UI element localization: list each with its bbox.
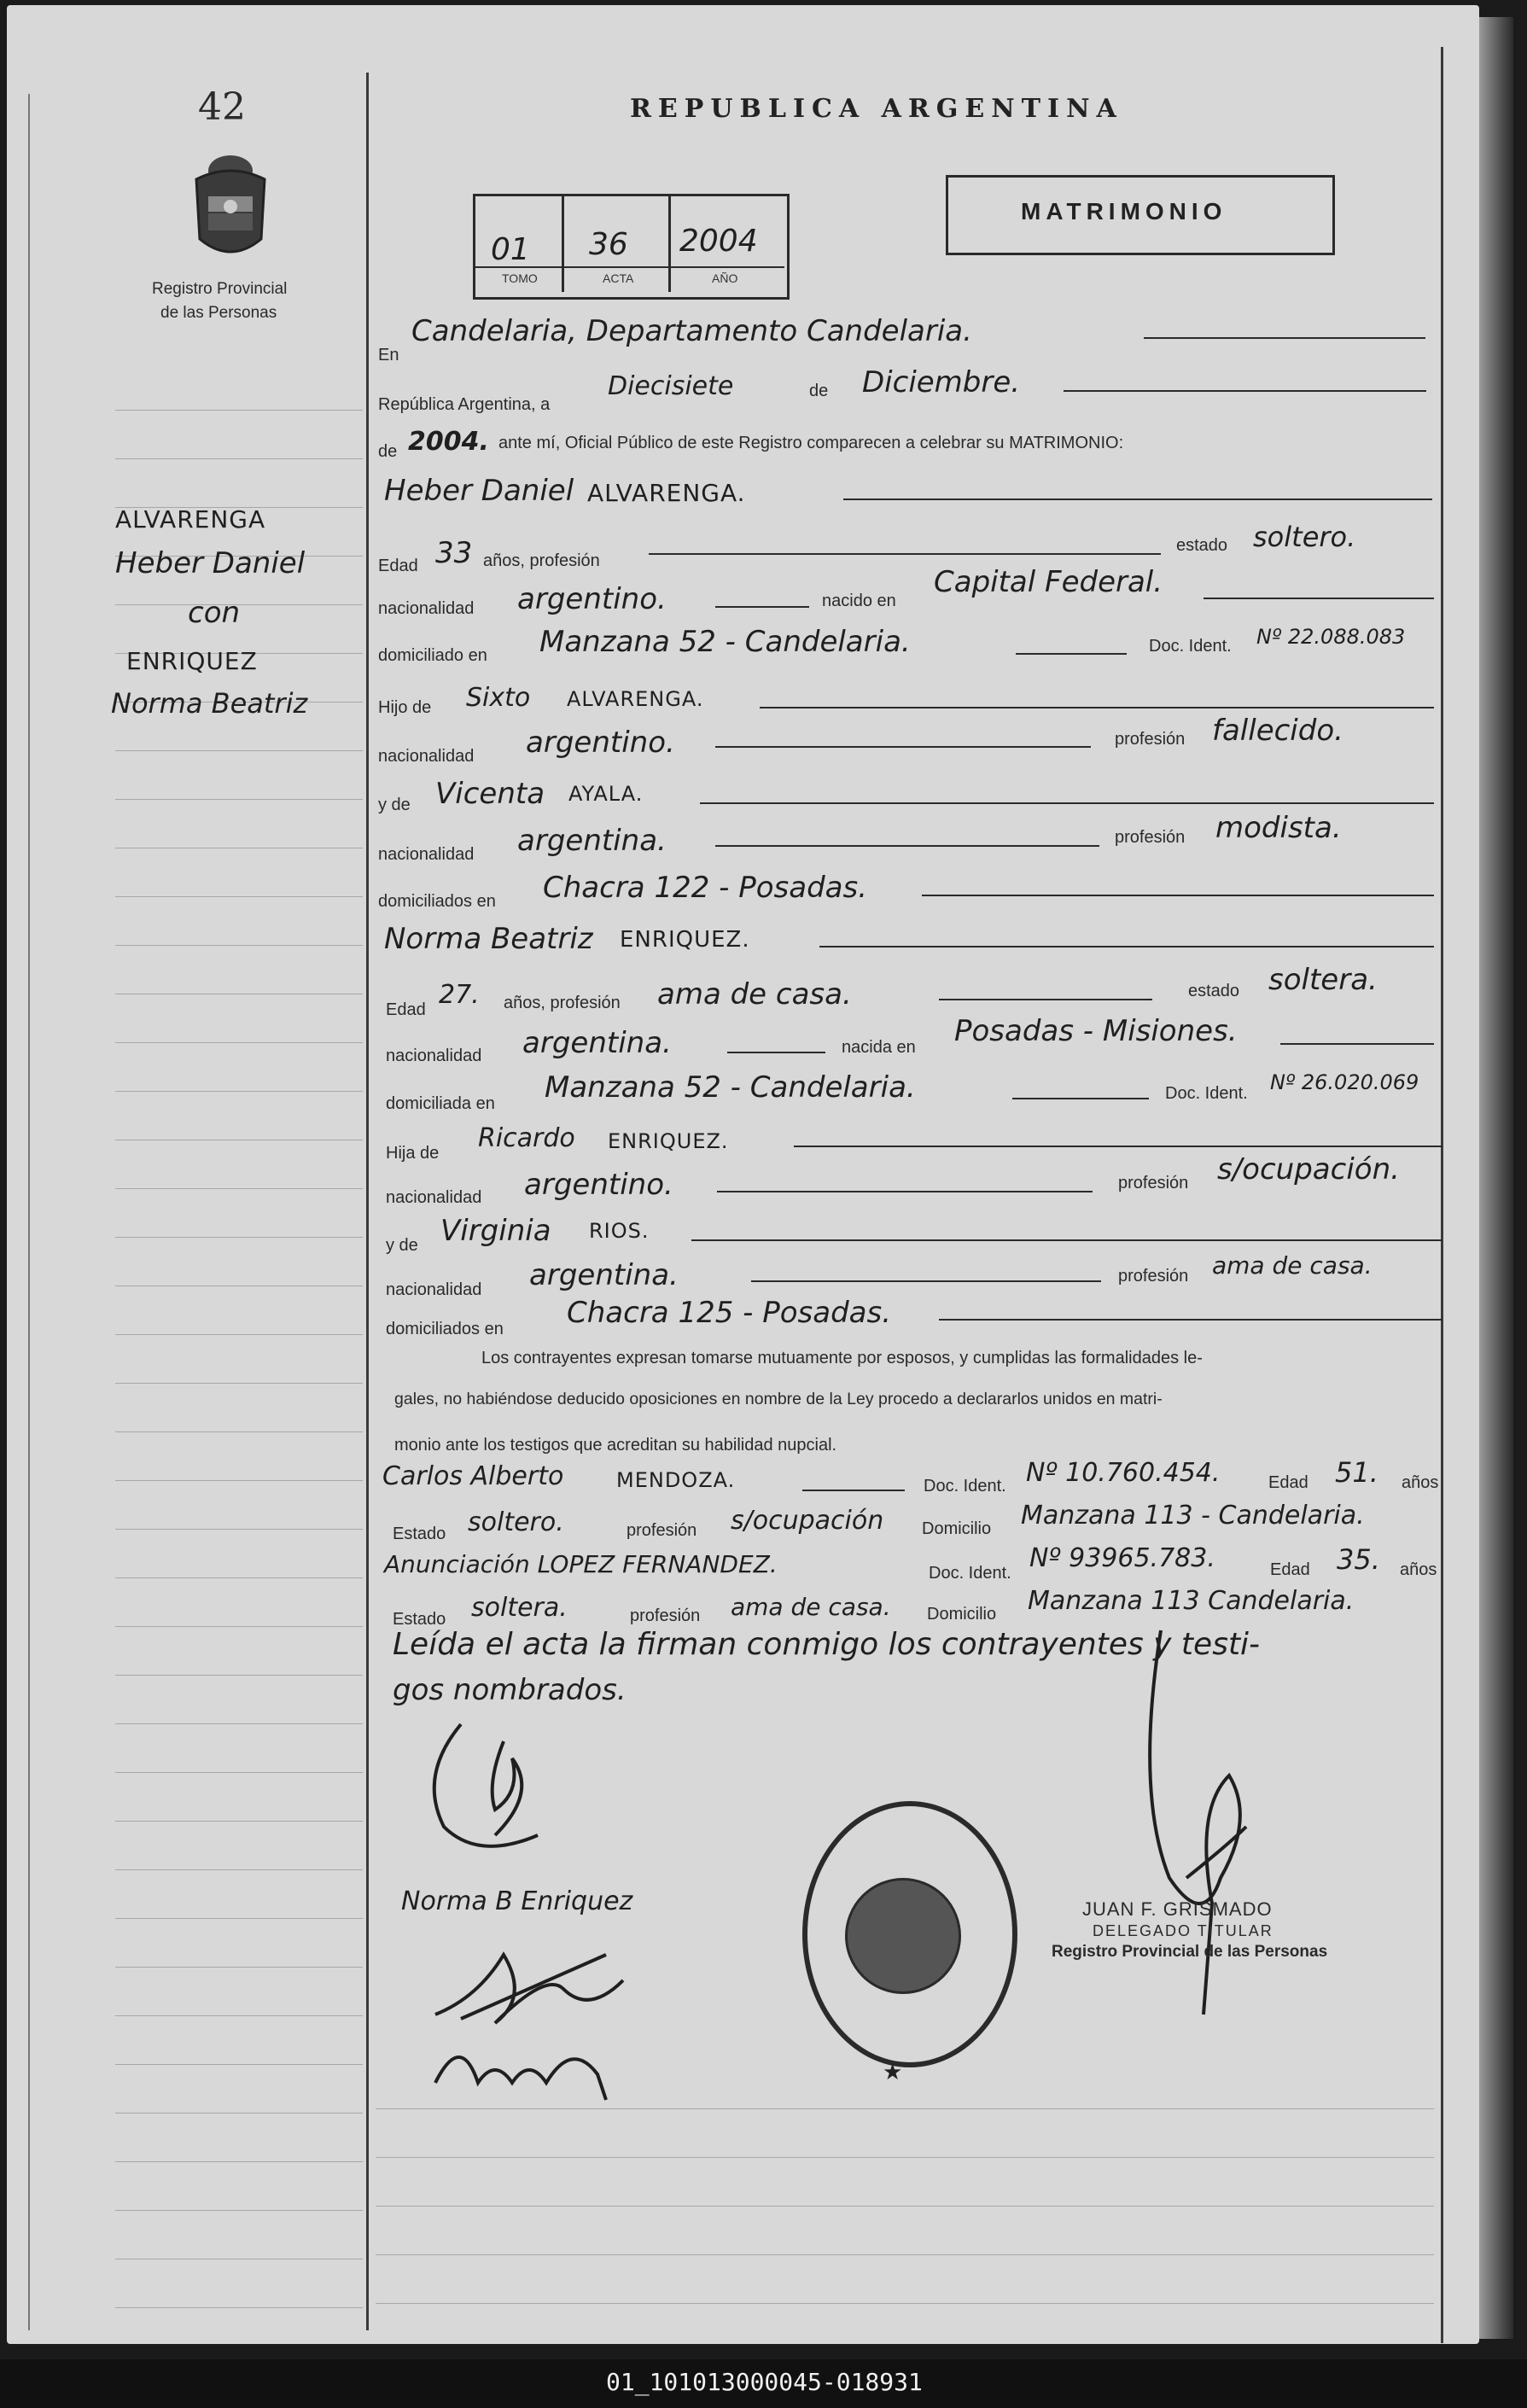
signature-groom [410, 1707, 615, 1861]
label-nacionalidad-bmother: nacionalidad [386, 1280, 482, 1299]
margin-rule [115, 1772, 363, 1773]
margin-rule [115, 896, 363, 897]
witness1-profession: s/ocupación [731, 1506, 884, 1536]
margin-rule [115, 1042, 363, 1043]
bride-name: Norma Beatriz [384, 922, 593, 956]
label-nacionalidad: nacionalidad [378, 599, 475, 618]
event-day: Diecisiete [608, 371, 734, 401]
witness1-address: Manzana 113 - Candelaria. [1021, 1501, 1365, 1531]
fill-line [939, 999, 1152, 1000]
anio-label: AÑO [712, 271, 738, 285]
margin-rule [115, 1529, 363, 1530]
label-y-de: y de [378, 796, 411, 814]
declaration-line-3: monio ante los testigos que acreditan su habilidad nupcial. [394, 1436, 837, 1455]
bride-mother-nationality: argentina. [529, 1258, 679, 1292]
groom-father-profession: fallecido. [1212, 714, 1343, 748]
body-rule [376, 2157, 1434, 2158]
box-divider [562, 196, 564, 292]
bride-father-profession: s/ocupación. [1217, 1152, 1400, 1187]
fill-line [717, 1191, 1093, 1192]
bride-doc: Nº 26.020.069 [1270, 1070, 1419, 1094]
event-year: 2004. [408, 427, 489, 457]
fill-line [649, 553, 1161, 555]
body-rule [376, 2254, 1434, 2255]
page-edge [1479, 17, 1513, 2339]
fill-line [922, 895, 1434, 896]
margin-rule [115, 1675, 363, 1676]
bride-surname: ENRIQUEZ. [620, 927, 750, 953]
label-domiciliados-en: domiciliados en [378, 892, 496, 911]
label-edad-bride: Edad [386, 1000, 426, 1019]
fill-line [1204, 598, 1434, 599]
fill-line [1144, 337, 1425, 339]
body-rule [376, 2303, 1434, 2304]
signature-official [1110, 1622, 1297, 2023]
label-doc-w1: Doc. Ident. [924, 1477, 1006, 1496]
signature-bride: Norma B Enriquez [401, 1886, 633, 1916]
groom-mother-nationality: argentina. [517, 824, 667, 858]
label-doc-ident-bride: Doc. Ident. [1165, 1084, 1248, 1103]
declaration-line-2: gales, no habiéndose deducido oposiciones en nombre de la Ley procedo a declararlos unidos en matri- [394, 1390, 1163, 1408]
groom-doc: Nº 22.088.083 [1256, 625, 1406, 649]
label-nacionalidad-bride: nacionalidad [386, 1047, 482, 1065]
groom-age: 33 [435, 536, 473, 570]
label-estado-bride: estado [1188, 982, 1240, 1000]
label-nacido-en: nacido en [822, 592, 896, 610]
groom-surname: ALVARENGA. [587, 479, 746, 507]
witness1-doc: Nº 10.760.454. [1026, 1458, 1221, 1488]
margin-note-3: con [188, 596, 241, 630]
fill-line [819, 946, 1434, 947]
label-nacionalidad-bfather: nacionalidad [386, 1188, 482, 1207]
margin-rule [115, 2015, 363, 2016]
acta-label: ACTA [603, 271, 634, 285]
witness2-age: 35. [1337, 1543, 1380, 1576]
anio-value: 2004 [679, 224, 758, 259]
fill-line [939, 1319, 1442, 1321]
margin-rule [115, 750, 363, 751]
margin-rule [115, 410, 363, 411]
label-de: de [809, 382, 829, 400]
groom-nationality: argentino. [517, 582, 667, 616]
country-header: REPUBLICA ARGENTINA [630, 94, 1123, 124]
label-profesion-bfather: profesión [1118, 1174, 1189, 1192]
label-doc-ident: Doc. Ident. [1149, 637, 1232, 656]
margin-rule [115, 1334, 363, 1335]
label-domiciliada-en: domiciliada en [386, 1094, 495, 1113]
margin-rule [115, 1188, 363, 1189]
label-doc-w2: Doc. Ident. [929, 1564, 1011, 1583]
event-month: Diciembre. [862, 365, 1021, 399]
bride-profession: ama de casa. [657, 977, 852, 1012]
official-office: Registro Provincial de las Personas [1052, 1943, 1328, 1961]
bride-parents-address: Chacra 125 - Posadas. [567, 1296, 892, 1330]
witness2-doc: Nº 93965.783. [1029, 1543, 1215, 1573]
label-ante-mi: ante mí, Oficial Público de este Registro comparecen a celebrar su MATRIMONIO: [498, 434, 1124, 452]
label-nacida-en: nacida en [842, 1038, 916, 1057]
fill-line [700, 802, 1434, 804]
fill-line [760, 707, 1434, 708]
groom-mother-profession: modista. [1215, 811, 1342, 845]
label-republica: República Argentina, a [378, 395, 551, 414]
registry-line-2: de las Personas [160, 304, 277, 322]
margin-rule [115, 1723, 363, 1724]
bride-mother-profession: ama de casa. [1212, 1251, 1373, 1280]
label-edad-w2: Edad [1270, 1560, 1310, 1579]
label-domicilio-w2: Domicilio [927, 1605, 997, 1624]
coat-of-arms-logo [188, 145, 273, 265]
fill-line [1064, 390, 1426, 392]
label-edad: Edad [378, 557, 418, 575]
bride-nationality: argentina. [522, 1026, 672, 1060]
label-edad-w1: Edad [1268, 1473, 1308, 1492]
acta-value: 36 [589, 227, 628, 262]
label-y-de-bride: y de [386, 1236, 418, 1255]
label-hijo-de: Hijo de [378, 698, 432, 717]
groom-parents-address: Chacra 122 - Posadas. [543, 871, 868, 905]
seal-star-icon: ★ [883, 2059, 903, 2084]
groom-father-surname: ALVARENGA. [567, 687, 704, 711]
event-place: Candelaria, Departamento Candelaria. [411, 314, 972, 348]
groom-address: Manzana 52 - Candelaria. [539, 625, 911, 659]
label-en: En [378, 346, 399, 364]
far-left-line [28, 94, 30, 2330]
label-anios-profesion-bride: años, profesión [504, 994, 621, 1012]
fill-line [794, 1146, 1442, 1147]
box-divider [668, 196, 671, 292]
label-hija-de: Hija de [386, 1144, 440, 1163]
groom-father-nationality: argentino. [526, 726, 675, 760]
label-nacionalidad-father: nacionalidad [378, 747, 475, 766]
witness1-status: soltero. [468, 1507, 564, 1537]
label-domicilio-w1: Domicilio [922, 1519, 992, 1538]
official-title: DELEGADO TITULAR [1093, 1922, 1273, 1939]
signature-witness2 [427, 2023, 623, 2117]
label-estado-w1: Estado [393, 1525, 446, 1543]
witness2-profession: ama de casa. [731, 1593, 891, 1621]
margin-rule [115, 1869, 363, 1870]
margin-rule [115, 458, 363, 459]
fill-line [691, 1239, 1442, 1241]
label-domiciliado-en: domiciliado en [378, 646, 487, 665]
bride-mother-surname: RIOS. [589, 1219, 650, 1243]
label-domiciliados-en-bride: domiciliados en [386, 1320, 504, 1338]
fill-line [715, 845, 1099, 847]
official-name: JUAN F. GRISMADO [1082, 1898, 1273, 1920]
label-profesion-w1: profesión [627, 1521, 697, 1540]
witness2-name: Anunciación LOPEZ FERNANDEZ. [384, 1550, 778, 1578]
margin-rule [115, 2307, 363, 2308]
margin-rule [115, 1091, 363, 1092]
margin-rule [115, 2064, 363, 2065]
fill-line [715, 606, 809, 608]
registry-seal-inner [845, 1878, 961, 1994]
label-profesion-father: profesión [1115, 730, 1186, 749]
fill-line [1016, 653, 1127, 655]
declaration-line-1: Los contrayentes expresan tomarse mutuamente por esposos, y cumplidas las formalidades le- [481, 1349, 1203, 1367]
bride-birthplace: Posadas - Misiones. [954, 1014, 1238, 1048]
groom-birthplace: Capital Federal. [934, 565, 1163, 599]
closing-line-1: Leída el acta la firman conmigo los contrayentes y testi- [393, 1627, 1261, 1662]
tomo-label: TOMO [502, 271, 538, 285]
right-margin-line [1441, 47, 1443, 2343]
registry-line-1: Registro Provincial [152, 280, 288, 298]
bride-father-name: Ricardo [478, 1123, 575, 1153]
groom-mother-surname: AYALA. [568, 782, 644, 806]
label-profesion-mother: profesión [1115, 828, 1186, 847]
bride-address: Manzana 52 - Candelaria. [545, 1070, 916, 1105]
margin-rule [115, 2210, 363, 2211]
label-de-year: de [378, 442, 398, 461]
margin-rule [115, 1918, 363, 1919]
seal-text [770, 1827, 1043, 1828]
fill-line [802, 1490, 905, 1491]
label-estado: estado [1176, 536, 1228, 555]
fill-line [1280, 1043, 1434, 1045]
margin-rule [115, 2161, 363, 2162]
fill-line [751, 1280, 1101, 1282]
label-estado-w2: Estado [393, 1610, 446, 1629]
margin-rule [115, 1237, 363, 1238]
margin-rule [115, 2113, 363, 2114]
witness2-status: soltera. [471, 1593, 568, 1623]
footer-code: 01_101013000045-018931 [606, 2368, 923, 2396]
groom-mother-name: Vicenta [435, 777, 545, 811]
margin-note-5: Norma Beatriz [111, 687, 308, 720]
page-number: 42 [198, 85, 246, 129]
act-type: MATRIMONIO [1021, 198, 1227, 224]
body-rule [376, 2206, 1434, 2207]
margin-rule [115, 1626, 363, 1627]
margin-rule [115, 1383, 363, 1384]
margin-note-2: Heber Daniel [115, 546, 306, 580]
fill-line [727, 1052, 825, 1053]
margin-note-1: ALVARENGA [115, 505, 266, 533]
bride-father-surname: ENRIQUEZ. [608, 1129, 729, 1153]
margin-rule [115, 1967, 363, 1968]
left-margin-line [366, 73, 369, 2330]
witness1-age: 51. [1335, 1456, 1378, 1489]
groom-name: Heber Daniel [384, 474, 574, 508]
label-anios-w2: años [1400, 1560, 1437, 1579]
bride-father-nationality: argentino. [524, 1168, 673, 1202]
label-nacionalidad-mother: nacionalidad [378, 845, 475, 864]
margin-rule [115, 1480, 363, 1481]
fill-line [715, 746, 1091, 748]
margin-rule [115, 945, 363, 946]
closing-line-2: gos nombrados. [393, 1673, 627, 1707]
witness1-name: Carlos Alberto [382, 1461, 564, 1491]
margin-rule [115, 799, 363, 800]
margin-rule [115, 1821, 363, 1822]
witness2-address: Manzana 113 Candelaria. [1028, 1586, 1355, 1616]
bride-civil-status: soltera. [1268, 963, 1378, 997]
margin-note-4: ENRIQUEZ [126, 647, 258, 675]
margin-rule [115, 1431, 363, 1432]
witness1-surname: MENDOZA. [616, 1468, 736, 1492]
tomo-value: 01 [491, 232, 530, 267]
label-anios-profesion: años, profesión [483, 551, 600, 570]
fill-line [1012, 1098, 1149, 1099]
label-anios-w1: años [1402, 1473, 1439, 1492]
label-profesion-w2: profesión [630, 1606, 701, 1625]
groom-father-name: Sixto [466, 683, 531, 713]
signature-witness1 [427, 1938, 649, 2032]
bride-age: 27. [439, 980, 480, 1010]
bride-mother-name: Virginia [440, 1214, 551, 1248]
label-profesion-bmother: profesión [1118, 1267, 1189, 1286]
groom-civil-status: soltero. [1253, 521, 1356, 553]
fill-line [843, 499, 1432, 500]
margin-rule [115, 1577, 363, 1578]
